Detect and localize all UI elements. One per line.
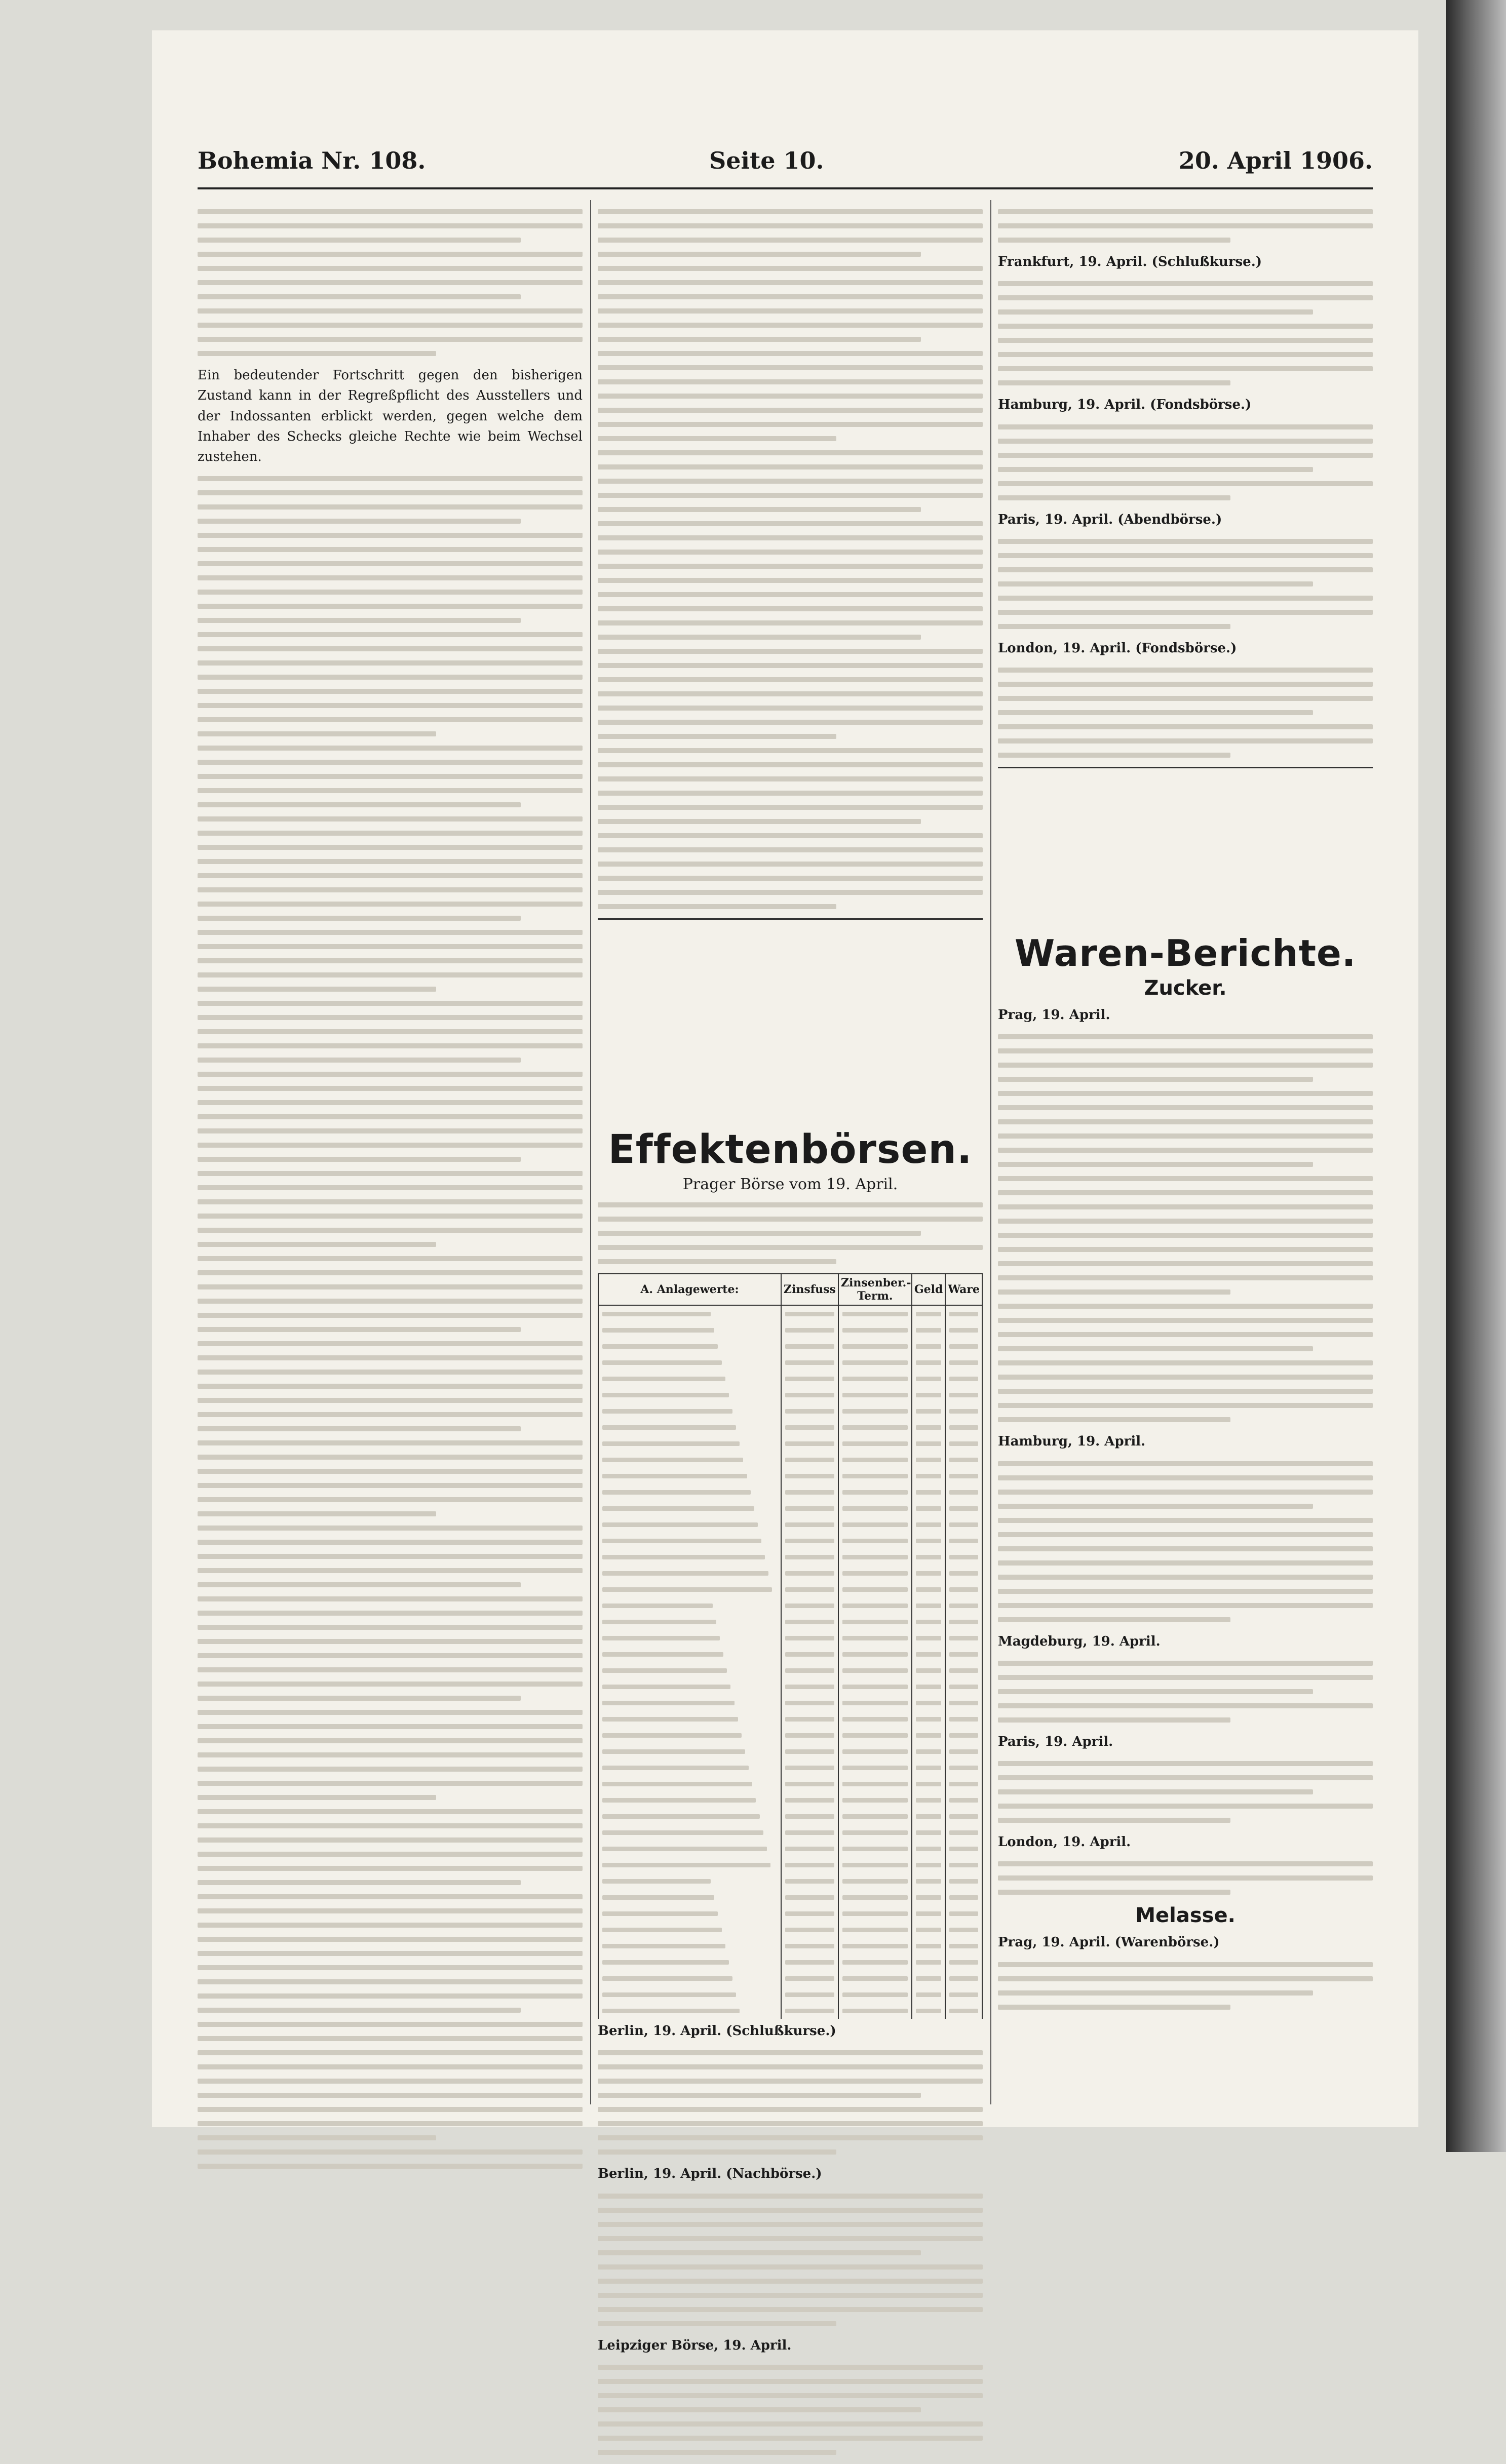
- section-subheading: Prager Börse vom 19. April.: [682, 1176, 898, 1193]
- table-row: [598, 1792, 982, 1808]
- table-row: [598, 1905, 982, 1922]
- masthead-date: 20. April 1906.: [1178, 147, 1373, 174]
- table-row: [598, 1322, 982, 1338]
- securities-table: [598, 1273, 983, 2019]
- section-heading: Waren-Berichte.: [1014, 932, 1357, 974]
- section-heading: Effektenbörsen.: [608, 1127, 973, 1172]
- article-paragraph: Ein bedeutender Fortschritt gegen den bisherigen Zustand kann in der Regreßpflicht des Ausstellers und der Indossanten erblickt werden, gegen welche dem Inhaber des Schecks gleiche Rechte wie beim Wechsel zustehen.: [198, 368, 583, 465]
- table-row: [598, 1743, 982, 1759]
- market-report: Berlin, 19. April. (Schlußkurse.): [598, 2023, 836, 2039]
- table-row: [598, 1371, 982, 1387]
- section-subheading: Melasse.: [1135, 1904, 1235, 1928]
- table-row: [598, 1435, 982, 1452]
- market-report: Hamburg, 19. April. (Fondsbörse.): [998, 397, 1252, 413]
- table-row: [598, 1630, 982, 1646]
- table-row: [598, 1565, 982, 1581]
- table-row: [598, 1597, 982, 1614]
- market-report: Frankfurt, 19. April. (Schlußkurse.): [998, 254, 1262, 269]
- table-row: [598, 1338, 982, 1354]
- table-header: Ware: [945, 1274, 982, 1305]
- table-row: [598, 1922, 982, 1938]
- table-row: [598, 1727, 982, 1743]
- table-row: [598, 1873, 982, 1889]
- market-report: Hamburg, 19. April.: [998, 1434, 1146, 1450]
- table-header: Zinsenber.-Term.: [838, 1274, 912, 1305]
- binding-spine: [1446, 0, 1506, 2152]
- table-row: [598, 1678, 982, 1695]
- column-divider: [590, 200, 591, 2104]
- table-row: [598, 1889, 982, 1905]
- market-report: Leipziger Börse, 19. April.: [598, 2337, 792, 2353]
- table-row: [598, 1938, 982, 1954]
- table-row: [598, 1468, 982, 1484]
- market-report: Berlin, 19. April. (Nachbörse.): [598, 2166, 822, 2182]
- effektenboersen-section: [598, 1127, 983, 2464]
- table-row: [598, 2003, 982, 2019]
- table-row: [598, 1986, 982, 2003]
- table-row: [598, 1387, 982, 1403]
- masthead: [198, 147, 1373, 182]
- table-row: [598, 1354, 982, 1371]
- table-header: Zinsfuss: [781, 1274, 838, 1305]
- market-report: Magdeburg, 19. April.: [998, 1633, 1161, 1649]
- column-left: [198, 200, 583, 2104]
- section-subheading: Zucker.: [1144, 976, 1227, 1000]
- table-row: [598, 1484, 982, 1500]
- warenberichte-section: [998, 932, 1373, 2019]
- column-right: [998, 200, 1373, 2104]
- table-row: [598, 1646, 982, 1662]
- masthead-publication: Bohemia Nr. 108.: [198, 147, 426, 174]
- table-row: [598, 1533, 982, 1549]
- table-row: [598, 1662, 982, 1678]
- table-row: [598, 1857, 982, 1873]
- table-row: [598, 1695, 982, 1711]
- table-header: A. Anlagewerte:: [598, 1274, 781, 1305]
- table-row: [598, 1581, 982, 1597]
- masthead-page-number: Seite 10.: [709, 147, 824, 174]
- table-row: [598, 1549, 982, 1565]
- market-report: Paris, 19. April.: [998, 1734, 1113, 1749]
- market-report: London, 19. April. (Fondsbörse.): [998, 640, 1237, 656]
- table-row: [598, 1500, 982, 1516]
- table-row: [598, 1516, 982, 1533]
- column-divider: [990, 200, 991, 2104]
- table-row: [598, 1759, 982, 1776]
- table-row: [598, 1824, 982, 1841]
- table-row: [598, 1403, 982, 1419]
- table-row: [598, 1452, 982, 1468]
- market-report: Paris, 19. April. (Abendbörse.): [998, 512, 1222, 527]
- table-row: [598, 1970, 982, 1986]
- table-row: [598, 1419, 982, 1435]
- table-row: [598, 1614, 982, 1630]
- table-header: Geld: [912, 1274, 946, 1305]
- newspaper-page: [152, 30, 1418, 2353]
- market-report: London, 19. April.: [998, 1834, 1131, 1850]
- table-row: [598, 1808, 982, 1824]
- table-row: [598, 1711, 982, 1727]
- table-row: [598, 1841, 982, 1857]
- market-report: Prag, 19. April.: [998, 1007, 1110, 1023]
- table-row: [598, 1954, 982, 1970]
- market-report: Prag, 19. April. (Warenbörse.): [998, 1935, 1220, 1950]
- table-row: [598, 1305, 982, 1322]
- masthead-rule: [198, 187, 1373, 189]
- table-row: [598, 1776, 982, 1792]
- column-middle: [598, 200, 983, 2353]
